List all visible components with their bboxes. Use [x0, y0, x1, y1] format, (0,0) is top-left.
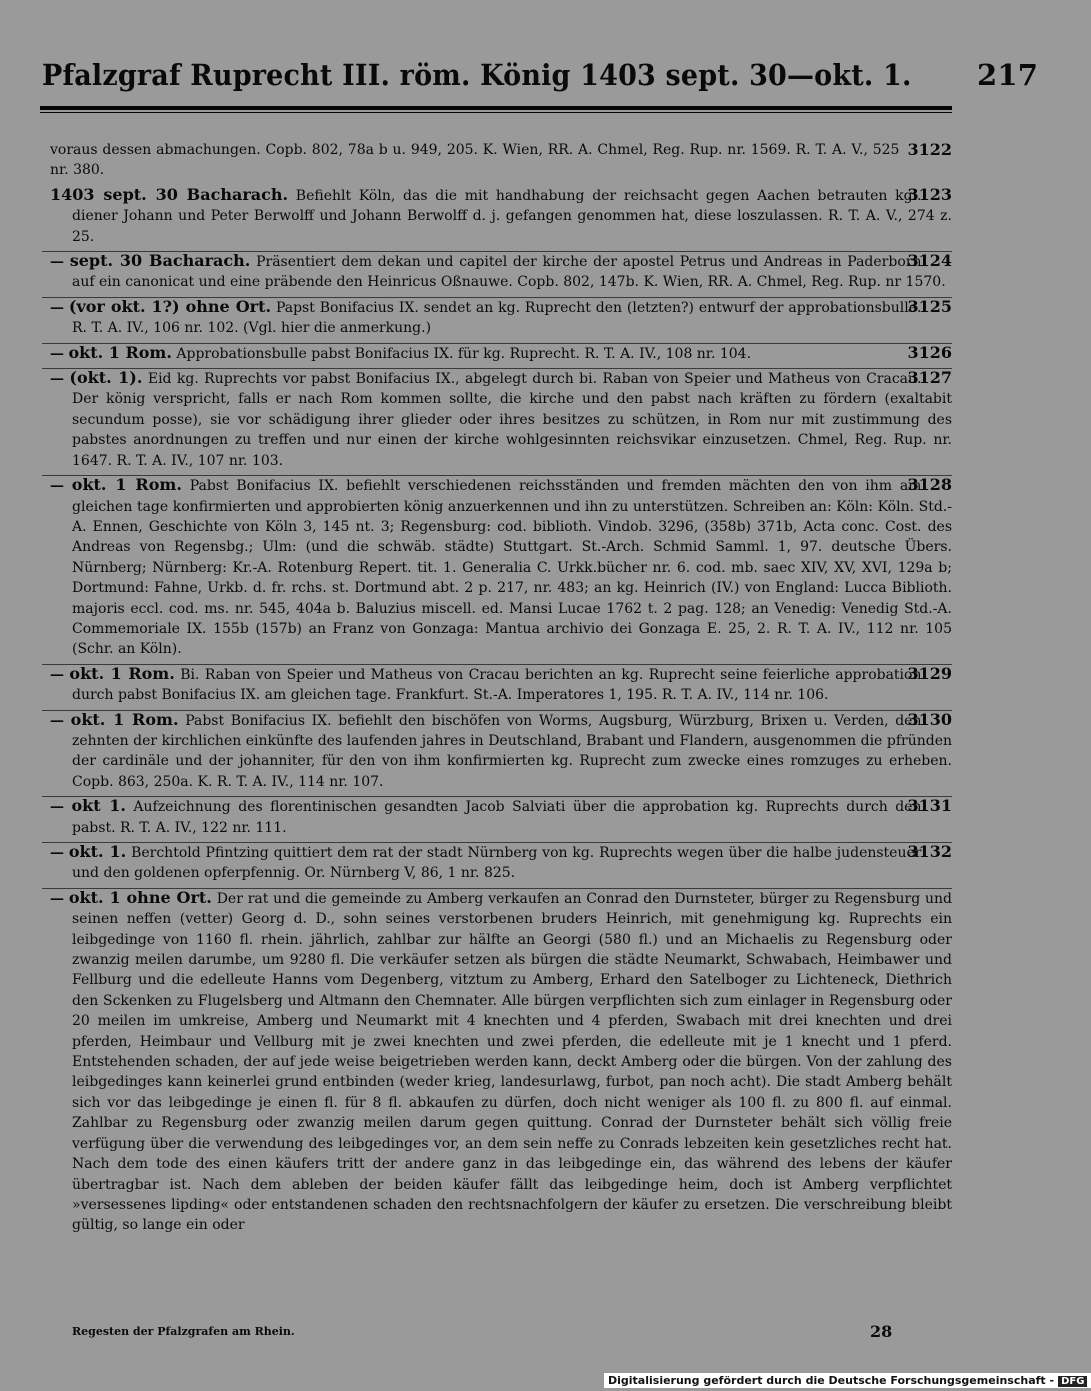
- regest-entry: [50, 343, 952, 364]
- regest-number: 3131: [907, 796, 952, 816]
- entry-text: Befiehlt Köln, das die mit handhabung der reichsacht gegen Aachen betrauten kgl. diener Johann und Peter Berwolff und Johann Berwolff d. j. gefangen genommen hat, diese loszulassen. R. T. A. V., 274 z. 25.: [72, 187, 952, 245]
- entry-date-place: (okt. 1).: [69, 368, 143, 388]
- regest-entry: [50, 710, 952, 793]
- header-rule-thin: [40, 112, 952, 113]
- regest-entry: [50, 297, 952, 339]
- regest-entry: [50, 475, 952, 660]
- regest-number: 3122: [907, 140, 952, 159]
- regest-number: 3130: [907, 709, 952, 729]
- entry-text: Eid kg. Ruprechts vor pabst Bonifacius IX., abgelegt durch bi. Raban von Speier und Matheus von Cracau. Der könig verspricht, falls er nach Rom kommen sollte, die kirche und den pabst nach kräften zu fördern (exaltabit secundum posse), sie vor schädigung ihrer glieder oder ihres besitzes zu schützen, in Rom nur mit zustimmung des pabstes anordnungen zu treffen und nur einen der kirche wohlgesinnten reichsvikar einzusetzen. Chmel, Reg. Rup. nr. 1647. R. T. A. IV., 107 nr. 103.: [72, 371, 952, 469]
- entry-date-place: okt 1.: [71, 796, 126, 816]
- entry-date-place: 1403 sept. 30 Bacharach.: [50, 184, 289, 204]
- entry-dash: —: [50, 299, 64, 316]
- entry-dash: —: [50, 890, 64, 907]
- regest-number: 3132: [907, 842, 952, 861]
- entry-dash: —: [50, 254, 64, 271]
- regest-entry: [50, 842, 952, 884]
- entry-date-place: okt. 1 Rom.: [71, 475, 182, 495]
- entry-text: Approbationsbulle pabst Bonifacius IX. für kg. Ruprecht. R. T. A. IV., 108 nr. 104.: [176, 345, 752, 362]
- digitization-notice: [604, 1373, 1091, 1388]
- entry-date-place: okt. 1.: [68, 842, 127, 861]
- footer-signature: 28: [870, 1322, 893, 1341]
- regest-entry: [50, 888, 952, 1236]
- entry-date-place: okt. 1 Rom.: [69, 663, 175, 683]
- regest-entry: [50, 664, 952, 706]
- regest-number: 3123: [907, 184, 952, 204]
- entry-dash: —: [50, 371, 64, 388]
- regesta-list: [50, 140, 952, 1240]
- regest-number: 3129: [907, 663, 952, 683]
- entry-dash: —: [50, 845, 64, 861]
- entry-date-place: sept. 30 Bacharach.: [69, 251, 251, 271]
- regest-entry: [50, 796, 952, 838]
- regest-number: 3127: [907, 368, 952, 388]
- regest-number: 3124: [907, 251, 952, 271]
- regest-entry: [50, 368, 952, 471]
- entry-text: Pabst Bonifacius IX. befiehlt den bischöfen von Worms, Augsburg, Würzburg, Brixen u. Verden, den zehnten der kirchlichen einkünfte des laufenden jahres in Deutschland, Brabant und Flandern, ausgenommen die pfründen der cardinäle und der johanniter, für den von ihm konfirmierten kg. Ruprecht zum zwecke eines romzuges zu erheben. Copb. 863, 250a. K. R. T. A. IV., 114 nr. 107.: [72, 712, 952, 790]
- page-number: 217: [976, 58, 1039, 92]
- entry-date-place: okt. 1 Rom.: [68, 342, 172, 362]
- entry-text: Bi. Raban von Speier und Matheus von Cracau berichten an kg. Ruprecht seine feierliche approbation durch pabst Bonifacius IX. am gleichen tage. Frankfurt. St.-A. Imperatores 1, 195. R. T. A. IV., 114 nr. 106.: [72, 666, 922, 704]
- entry-text: Papst Bonifacius IX. sendet an kg. Ruprecht den (letzten?) entwurf der approbationsbulle. R. T. A. IV., 106 nr. 102. (Vgl. hier die anmerkung.): [72, 299, 922, 337]
- entry-text: Pabst Bonifacius IX. befiehlt verschiedenen reichsständen und fremden mächten den von ihm am gleichen tage konfirmierten und approbierten könig anzuerkennen und ihn zu unterstützen. Schreiben an: Köln: Köln. Std.-A. Ennen, Geschichte von Köln 3, 145 nt. 3; Regensburg: cod. biblioth. Vindob. 3296, (358b) 371b, Acta conc. Cost. des Andreas von Regensbg.; Ulm: (und die schwäb. städte) Stuttgart. St.-Arch. Schmid Samml. 1, 97. deutsche Übers. Nürnberg; Nürnberg: Kr.-A. Rotenburg Repert. tit. 1. Generalia C. Urkk.bücher nr. 6. cod. mb. saec XIV, XV, XVI, 129a b; Dortmund: Fahne, Urkb. d. fr. rchs. st. Dortmund abt. 2 p. 217, nr. 483; an kg. Heinrich (IV.) von England: Lucca Biblioth. majoris eccl. cod. ms. nr. 545, 404a b. Baluzius miscell. ed. Mansi Lucae 1762 t. 2 pag. 128; an Venedig: Venedig Std.-A. Commemoriale IX. 155b (157b) an Franz von Gonzaga: Mantua archivio dei Gonzaga E. 25, 2. R. T. A. IV., 112 nr. 105 (Schr. an Köln).: [72, 478, 952, 658]
- entry-text: Präsentiert dem dekan und capitel der kirche der apostel Petrus und Andreas in Paderborn auf ein canonicat und eine präbende den Heinricus Oßnauwe. Copb. 802, 147b. K. Wien, RR. A. Chmel, Reg. Rup. nr 1570.: [72, 254, 946, 291]
- digitization-text: Digitalisierung gefördert durch die Deutsche Forschungsgemeinschaft -: [608, 1374, 1055, 1387]
- entry-date-place: (vor okt. 1?) ohne Ort.: [68, 296, 272, 316]
- dfg-logo: DFG: [1058, 1376, 1087, 1387]
- entry-dash: —: [50, 666, 64, 683]
- regest-number: 3128: [907, 475, 952, 495]
- entry-dash: —: [50, 799, 64, 816]
- entry-dash: —: [50, 345, 64, 362]
- entry-text: voraus dessen abmachungen. Copb. 802, 78a b u. 949, 205. K. Wien, RR. A. Chmel, Reg. Rup. nr. 1569. R. T. A. V., 525 nr. 380.: [50, 142, 900, 179]
- entry-dash: —: [50, 478, 64, 495]
- regest-entry: [50, 251, 952, 293]
- page-title: Pfalzgraf Ruprecht III. röm. König 1403 sept. 30—okt. 1.: [42, 58, 912, 92]
- footer-series-title: Regesten der Pfalzgrafen am Rhein.: [72, 1325, 295, 1338]
- entry-date-place: okt. 1 ohne Ort.: [68, 887, 212, 907]
- regest-number: 3126: [907, 342, 952, 362]
- entry-date-place: okt. 1 Rom.: [70, 709, 179, 729]
- regest-entry: [50, 185, 952, 247]
- entry-text: Berchtold Pfintzing quittiert dem rat der stadt Nürnberg von kg. Ruprechts wegen über die halbe judensteuer und den goldenen opferpfennig. Or. Nürnberg V, 86, 1 nr. 825.: [72, 845, 922, 882]
- entry-text: Aufzeichnung des florentinischen gesandten Jacob Salviati über die approbation kg. Ruprechts durch den pabst. R. T. A. IV., 122 nr. 111.: [72, 799, 922, 836]
- entry-text: Der rat und die gemeinde zu Amberg verkaufen an Conrad den Durnsteter, bürger zu Regensburg und seinen neffen (vetter) Georg d. D., sohn seines verstorbenen bruders Heinrich, mit genehmigung kg. Ruprechts ein leibgedinge von 1160 fl. rhein. jährlich, zahlbar zur hälfte an Georgi (580 fl.) und an Michaelis zu Regensburg oder zwanzig meilen darumbe, um 9280 fl. Die verkäufer setzen als bürgen die städte Neumarkt, Schwabach, Heimbawer und Fellburg und die edelleute Hanns vom Degenberg, vitztum zu Amberg, Erhard den Satelboger zu Lichteneck, Diethrich den Sckenken zu Flugelsberg und Altmann den Chemnater. Alle bürgen verpflichten sich zum einlager in Regensburg oder 20 meilen im umkreise, Amberg und Neumarkt mit 4 knechten und 4 pferden, Swabach mit drei knechten und drei pferden, Heimbaur und Vellburg mit je zwei knechten und zwei pferden, die edelleute mit je 1 knecht und 1 pferd. Entstehenden schaden, der auf jede weise beigetrieben werden kann, deckt Amberg oder die bürgen. Von der zahlung des leibgedinges kann keinerlei grund entbinden (weder krieg, landesurlawg, furbot, pan noch acht). Die stadt Amberg behält sich vor das leibgedinge je einen fl. für 8 fl. abkaufen zu dürfen, doch nicht weniger als 100 fl. zu 800 fl. auf einmal. Zahlbar zu Regensburg oder zwanzig meilen darum gegen quittung. Conrad der Durnsteter behält sich völlig freie verfügung über die verwendung des leibgedinges vor, an dem sein neffe zu Conrads lebzeiten kein gesetzliches recht hat. Nach dem tode des einen käufers tritt der andere ganz in das leibgedinge ein, das während des lebens der käufer übertragbar ist. Nach dem ableben der beiden käufer fällt das leibgedinge heim, doch ist Amberg verpflichtet »versessenes lipding« oder entstandenen schaden den rechtsnachfolgern der käufer zu ersetzen. Die verschreibung bleibt gültig, so lange ein oder: [72, 890, 952, 1234]
- running-header: [42, 58, 1039, 92]
- entry-dash: —: [50, 712, 64, 729]
- regest-entry: [50, 140, 952, 181]
- regest-number: 3125: [907, 296, 952, 316]
- header-rule-thick: [40, 106, 952, 110]
